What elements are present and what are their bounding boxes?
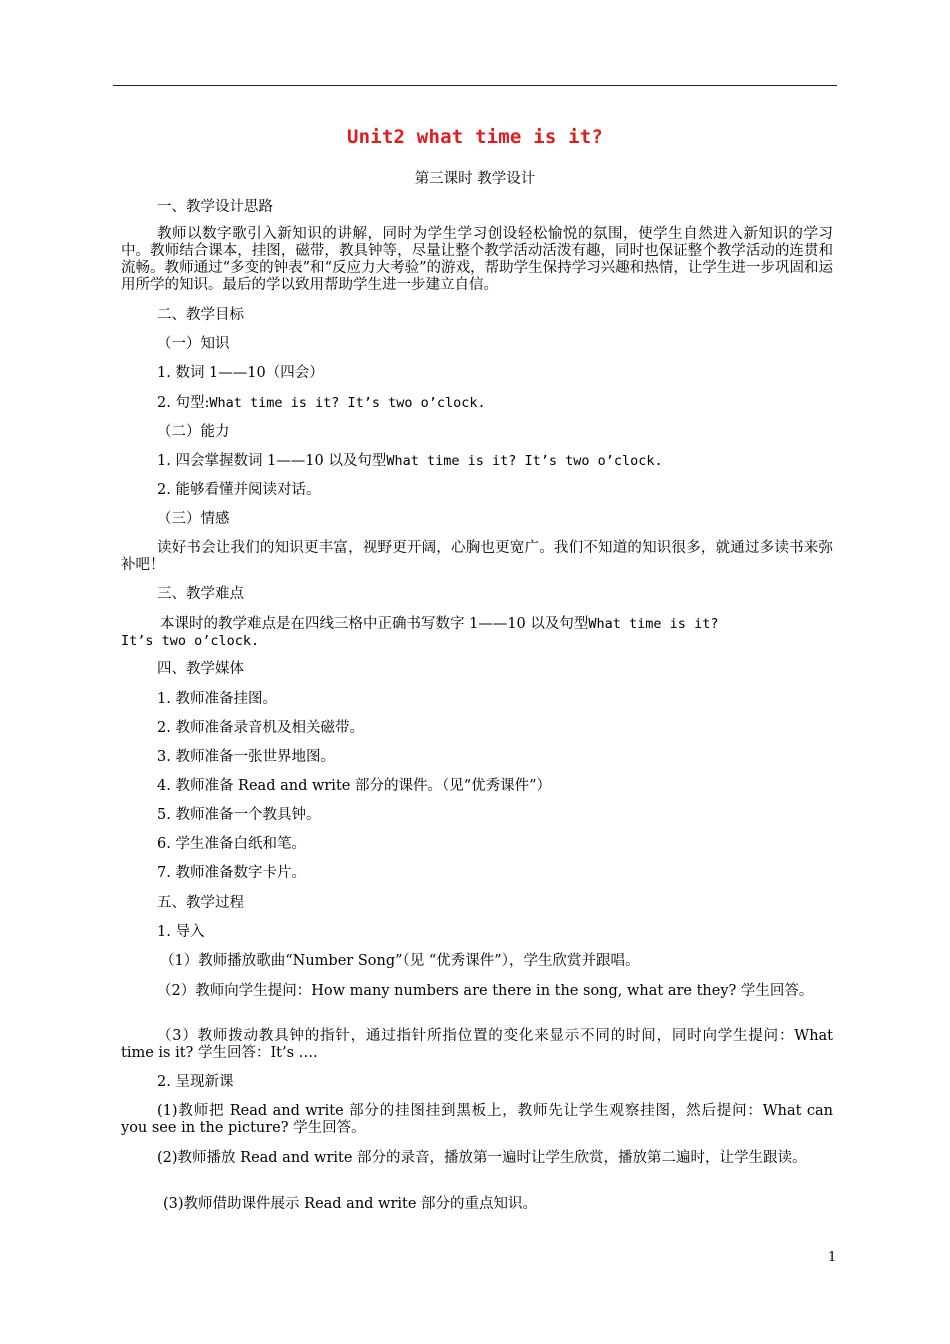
ability-item-1-label: 1. 四会掌握数词 1——10 以及句型 (157, 453, 387, 469)
section-1-paragraph: 教师以数字歌引入新知识的讲解，同时为学生学习创设轻松愉悦的氛围，使学生自然进入新知识的学习中。教师结合课本，挂图，磁带，教具钟等，尽量让整个教学活动活泼有趣，同时也保证整个教学活动的连贯和流畅。教师通过“多变的钟表”和“反应力大考验”的游戏，帮助学生保持学习兴趣和热情，让学生进一步巩固和运用所学的知识。最后的学以致用帮助学生进一步建立自信。 (121, 226, 833, 293)
page-number: 1 (828, 1250, 837, 1265)
document-subtitle: 第三课时 教学设计 (414, 171, 536, 187)
media-item: 3. 教师准备一张世界地图。 (157, 749, 335, 765)
section-heading-2: 二、教学目标 (157, 307, 244, 323)
section-heading-4: 四、教学媒体 (157, 661, 244, 677)
section-heading-5: 五、教学过程 (157, 895, 244, 911)
subsection-ability: （二）能力 (157, 424, 230, 440)
difficulty-sentence-2: It’s two o’clock. (121, 633, 260, 649)
ability-item-1 (157, 452, 663, 470)
subsection-knowledge: （一）知识 (157, 336, 230, 352)
ability-item-1-sentence: What time is it? It’s two o’clock. (386, 453, 663, 469)
intro-step-2: （2）教师向学生提问：How many numbers are there in the song, what are they? 学生回答。 (157, 983, 814, 999)
section-heading-3: 三、教学难点 (157, 586, 244, 602)
media-item: 4. 教师准备 Read and write 部分的课件。（见“优秀课件”） (157, 778, 552, 794)
ability-item-2: 2. 能够看懂并阅读对话。 (157, 482, 321, 498)
media-item: 1. 教师准备挂图。 (157, 691, 277, 707)
section-heading-1: 一、教学设计思路 (157, 199, 273, 215)
step-intro-heading: 1. 导入 (157, 924, 205, 940)
media-item: 2. 教师准备录音机及相关磁带。 (157, 720, 364, 736)
knowledge-item-1: 1. 数词 1——10（四会） (157, 365, 324, 381)
emotion-paragraph: 读好书会让我们的知识更丰富，视野更开阔，心胸也更宽广。我们不知道的知识很多，就通过多读书来弥补吧！ (121, 540, 833, 573)
media-item: 5. 教师准备一个教具钟。 (157, 807, 321, 823)
intro-step-3: （3）教师拨动教具钟的指针，通过指针所指位置的变化来显示不同的时间，同时向学生提问：What time is it? 学生回答：It’s …. (121, 1028, 833, 1061)
present-step-1: (1)教师把 Read and write 部分的挂图挂到黑板上，教师先让学生观察挂图，然后提问：What can you see in the picture? 学生回答。 (121, 1103, 833, 1136)
media-item: 7. 教师准备数字卡片。 (157, 865, 306, 881)
present-step-3: (3)教师借助课件展示 Read and write 部分的重点知识。 (163, 1196, 538, 1212)
knowledge-item-2-sentence: What time is it? It’s two o’clock. (209, 395, 486, 411)
knowledge-item-2 (157, 394, 486, 412)
difficulty-text: 本课时的教学难点是在四线三格中正确书写数字 1——10 以及句型 (160, 616, 589, 632)
header-rule (113, 85, 837, 86)
difficulty-sentence-1: What time is it? (588, 616, 719, 632)
media-item: 6. 学生准备白纸和笔。 (157, 836, 306, 852)
intro-step-1: （1）教师播放歌曲“Number Song”（见 “优秀课件”），学生欣赏并跟唱。 (160, 953, 640, 969)
subsection-emotion: （三）情感 (157, 511, 230, 527)
step-present-heading: 2. 呈现新课 (157, 1074, 234, 1090)
document-title: Unit2 what time is it? (346, 126, 604, 148)
present-step-2: (2)教师播放 Read and write 部分的录音，播放第一遍时让学生欣赏，播放第二遍时，让学生跟读。 (157, 1150, 807, 1166)
knowledge-item-2-label: 2. 句型: (157, 395, 210, 411)
difficulty-line-1 (160, 615, 718, 633)
